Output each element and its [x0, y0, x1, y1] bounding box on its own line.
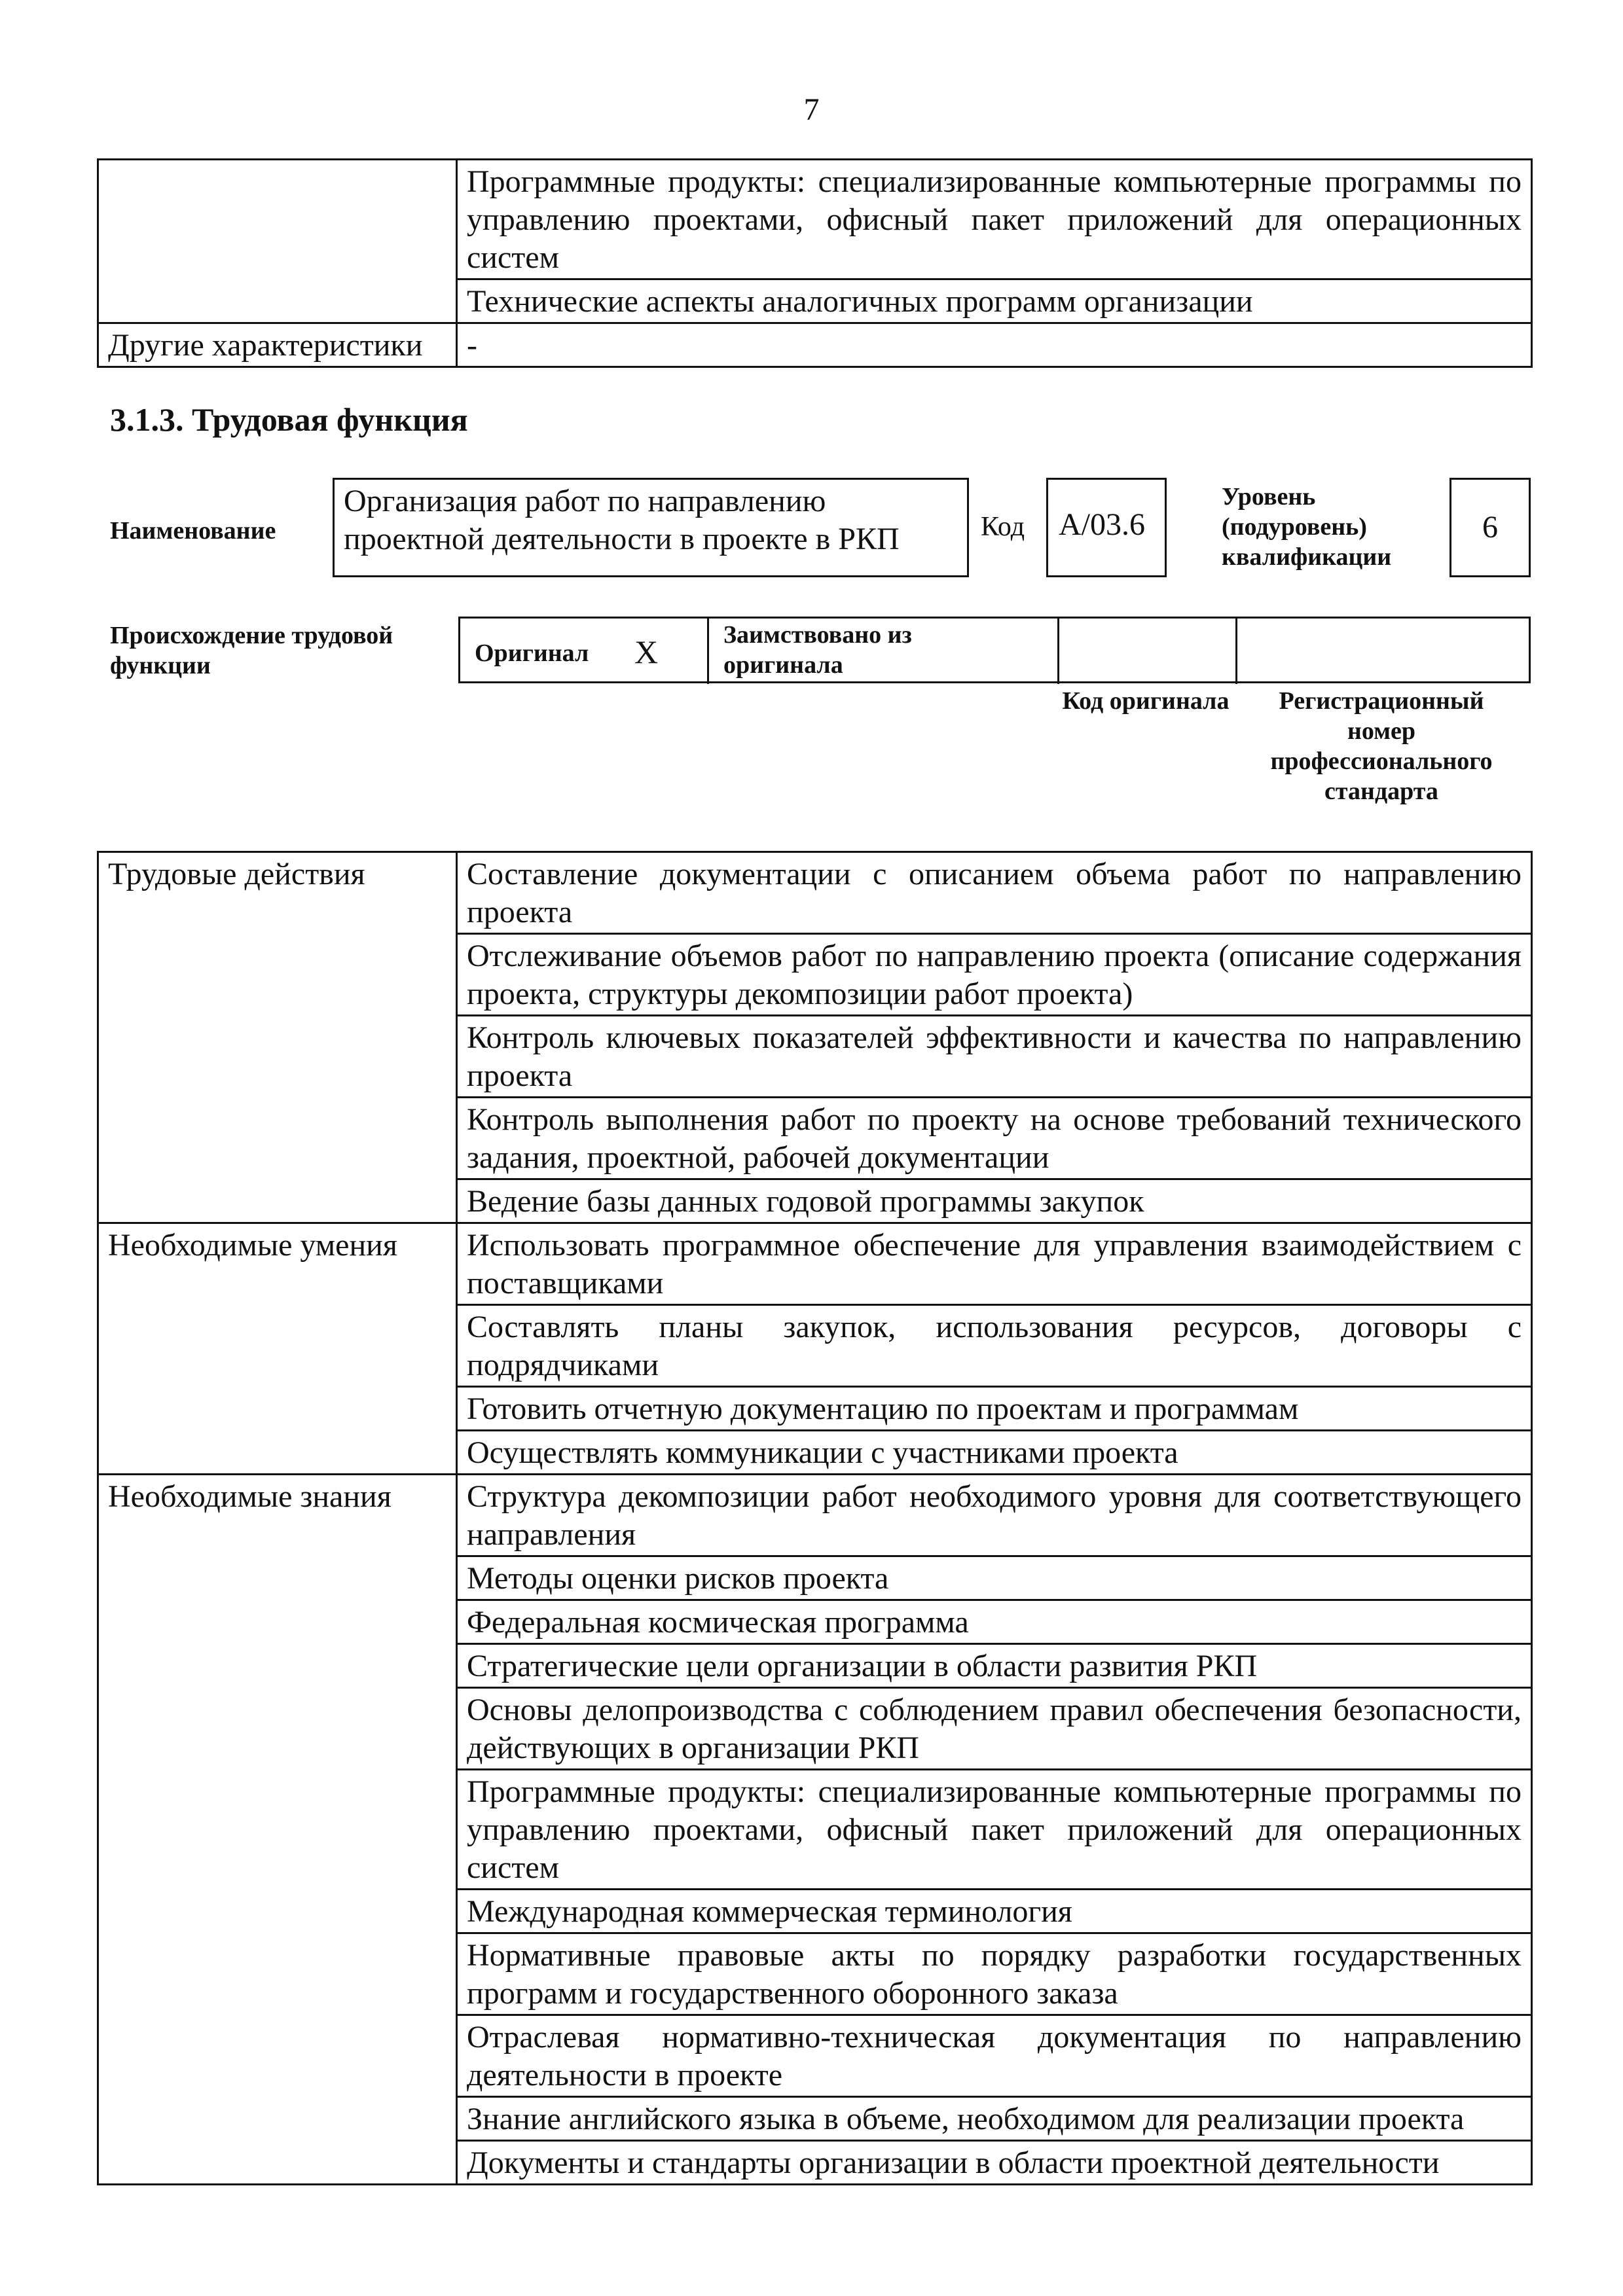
table-row	[98, 852, 1532, 934]
reg-number-caption: Регистрационный номер профессионального стандарта	[1270, 687, 1493, 805]
top-table	[97, 158, 1533, 368]
level-box	[1450, 478, 1531, 577]
original-mark: X	[634, 634, 659, 670]
level-label: Уровень (подуровень) квалификации	[1222, 483, 1392, 571]
table-cell: Готовить отчетную документацию по проектам и программам	[457, 1387, 1532, 1431]
function-code: А/03.6	[1059, 507, 1145, 542]
origin-table	[458, 617, 1531, 683]
row-label: Другие характеристики	[98, 323, 457, 367]
table-cell: -	[457, 323, 1532, 367]
table-row	[98, 1223, 1532, 1305]
group-label: Трудовые действия	[98, 852, 457, 1223]
table-cell: Стратегические цели организации в области развития РКП	[457, 1644, 1532, 1688]
table-cell: Методы оценки рисков проекта	[457, 1556, 1532, 1600]
table-cell: Контроль выполнения работ по проекту на основе требований технического задания, проектной, рабочей документации	[457, 1098, 1532, 1179]
page-number: 7	[803, 92, 820, 127]
name-label: Наименование	[110, 517, 276, 545]
divider	[1235, 619, 1237, 684]
origin-label: Происхождение трудовой функции	[110, 622, 393, 679]
table-cell: Осуществлять коммуникации с участниками проекта	[457, 1431, 1532, 1475]
table-cell: Международная коммерческая терминология	[457, 1890, 1532, 1933]
divider	[1057, 619, 1059, 684]
table-cell: Структура декомпозиции работ необходимого уровня для соответствующего направления	[457, 1475, 1532, 1556]
table-cell: Использовать программное обеспечение для управления взаимодействием с поставщиками	[457, 1223, 1532, 1305]
table-cell: Программные продукты: специализированные компьютерные программы по управлению проектами, офисный пакет приложений для операционных систем	[457, 1770, 1532, 1890]
code-label: Код	[981, 512, 1025, 542]
table-cell: Основы делопроизводства с соблюдением правил обеспечения безопасности, действующих в организации РКП	[457, 1688, 1532, 1770]
table-cell: Контроль ключевых показателей эффективности и качества по направлению проекта	[457, 1016, 1532, 1098]
code-box	[1046, 478, 1167, 577]
table-cell: Знание английского языка в объеме, необходимом для реализации проекта	[457, 2097, 1532, 2141]
table-row	[98, 1475, 1532, 1556]
divider	[707, 619, 709, 684]
table-row	[98, 160, 1532, 279]
table-cell: Документы и стандарты организации в области проектной деятельности	[457, 2141, 1532, 2185]
code-original-caption: Код оригинала	[1062, 687, 1230, 715]
main-table	[97, 851, 1533, 2185]
empty-label-cell	[98, 160, 457, 323]
table-cell: Технические аспекты аналогичных программ организации	[457, 279, 1532, 323]
table-cell: Программные продукты: специализированные компьютерные программы по управлению проектами, офисный пакет приложений для операционных систем	[457, 160, 1532, 279]
borrowed-label: Заимствовано из оригинала	[723, 621, 912, 679]
section-heading: 3.1.3. Трудовая функция	[110, 401, 468, 438]
table-cell: Составление документации с описанием объема работ по направлению проекта	[457, 852, 1532, 934]
table-cell: Федеральная космическая программа	[457, 1600, 1532, 1644]
name-box	[333, 478, 969, 577]
group-label: Необходимые умения	[98, 1223, 457, 1475]
level-value: 6	[1482, 510, 1498, 545]
table-cell: Ведение базы данных годовой программы закупок	[457, 1179, 1532, 1223]
group-label: Необходимые знания	[98, 1475, 457, 2185]
table-cell: Составлять планы закупок, использования ресурсов, договоры с подрядчиками	[457, 1305, 1532, 1387]
table-row	[98, 323, 1532, 367]
function-name: Организация работ по направлению проектной деятельности в проекте в РКП	[344, 484, 900, 556]
table-cell: Нормативные правовые акты по порядку разработки государственных программ и государственного оборонного заказа	[457, 1933, 1532, 2015]
original-label: Оригинал	[475, 639, 589, 667]
table-cell: Отслеживание объемов работ по направлению проекта (описание содержания проекта, структуры декомпозиции работ проекта)	[457, 934, 1532, 1016]
table-cell: Отраслевая нормативно-техническая документация по направлению деятельности в проекте	[457, 2015, 1532, 2097]
